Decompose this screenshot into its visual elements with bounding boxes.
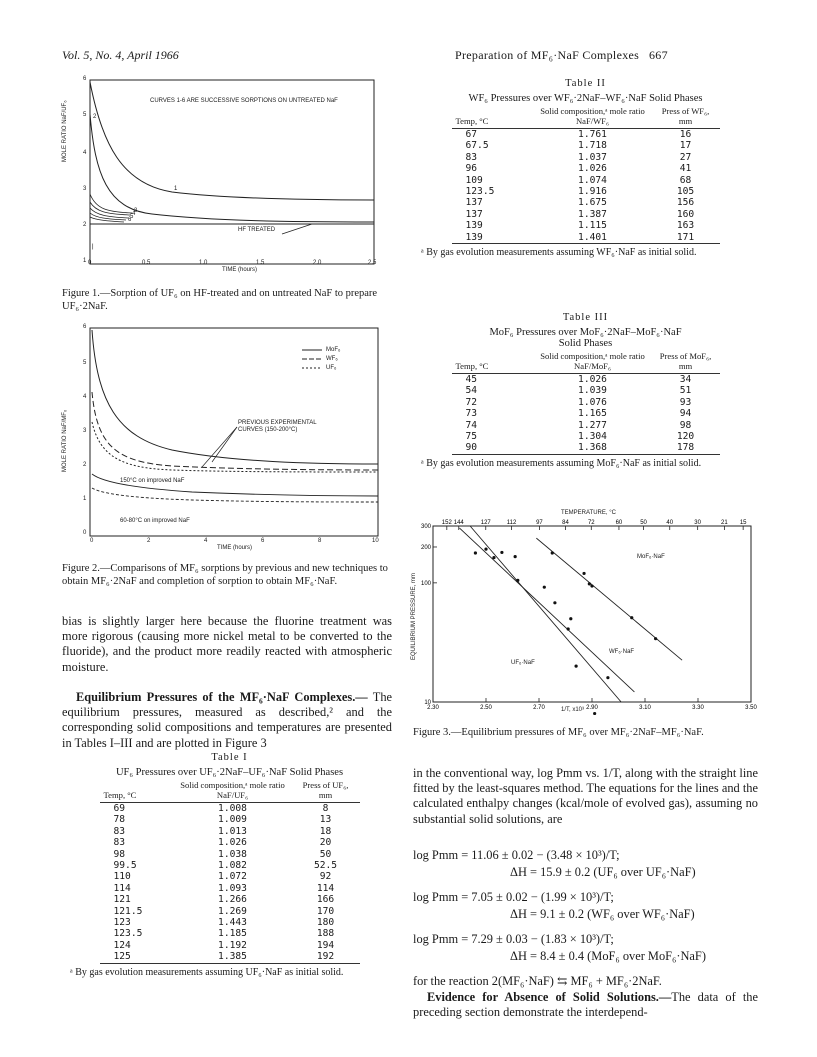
table-2-grid [452, 106, 720, 244]
fig1-ytick-3: 3 [83, 186, 87, 192]
fig1-xtick-5: 2.5 [368, 260, 377, 266]
table-3 [413, 312, 758, 470]
fig1-ytick-5: 5 [83, 112, 87, 118]
composition-cell: 1.026 [578, 374, 607, 385]
temp-cell: 45 [465, 374, 478, 385]
fig3-series-label-uf6: UF₆·NaF [511, 660, 535, 666]
pressure-cell: 192 [292, 951, 360, 963]
data-point [484, 547, 487, 550]
composition-cell: 1.074 [578, 174, 607, 186]
table-row [100, 871, 360, 882]
data-point [575, 665, 578, 668]
data-point [569, 617, 572, 620]
data-point [543, 586, 546, 589]
temp-cell: 72 [465, 396, 478, 408]
composition-cell: 1.115 [578, 220, 607, 232]
composition-cell: 1.039 [578, 385, 607, 397]
fig2-ytick-2: 2 [83, 462, 87, 468]
table-row [100, 906, 360, 917]
temp-cell: 139 [465, 220, 483, 232]
fig2-label-60: 60-80°C on improved NaF [120, 518, 190, 524]
fig1-ytick-4: 4 [83, 150, 87, 156]
table-2-header-temp: Temp, °C [452, 106, 534, 129]
pressure-cell: 34 [679, 374, 692, 385]
fig2-xtick-4: 4 [204, 538, 208, 544]
equation-3a: log Pmm = 7.29 ± 0.03 − (1.83 × 10³)/T; [413, 932, 614, 946]
temp-cell: 83 [465, 151, 478, 163]
table-row [452, 431, 720, 442]
top-tick-label: 21 [721, 520, 728, 526]
fig1-curve-label-2: 2 [93, 114, 97, 120]
table-row [100, 803, 360, 815]
pressure-cell: 16 [679, 129, 692, 140]
data-point [492, 556, 495, 559]
pressure-cell: 94 [679, 408, 692, 420]
table-row [100, 928, 360, 939]
fig2-ytick-5: 5 [83, 360, 87, 366]
table-1-subtitle: UF₆ Pressures over UF₆·2NaF–UF₆·NaF Solid Phases [115, 767, 344, 778]
data-point [606, 676, 609, 679]
table-2-title: Table II [565, 78, 606, 89]
temp-cell: 96 [465, 163, 478, 175]
fig2-xtick-8: 8 [318, 538, 322, 544]
fig1-curve-label-4: 4 [132, 211, 136, 217]
table-row [452, 385, 720, 396]
data-point [593, 712, 596, 715]
composition-cell: 1.165 [578, 408, 607, 420]
temp-cell: 123.5 [113, 928, 143, 940]
figure-3-caption: Figure 3.—Equilibrium pressures of MF₆ over MF₆·2NaF–MF₆·NaF. [413, 727, 704, 738]
composition-cell: 1.076 [578, 396, 607, 408]
temp-cell: 67 [465, 129, 478, 140]
fig2-xtick-10: 10 [372, 538, 379, 544]
temp-cell: 110 [113, 871, 131, 883]
top-tick-label: 72 [587, 520, 595, 526]
x-tick-label: 2.50 [480, 705, 492, 711]
composition-cell: 1.385 [174, 951, 292, 963]
y-tick-label: 200 [420, 544, 431, 551]
equation-1a: log Pmm = 11.06 ± 0.02 − (3.48 × 10³)/T; [413, 848, 620, 862]
table-row [452, 175, 720, 186]
fig2-legend-mof6: MoF₆ [326, 347, 341, 353]
figure-1-ylabel: MOLE RATIO NaF/UF₆ [62, 100, 68, 162]
data-point [474, 551, 477, 554]
fig2-annotation: PREVIOUS EXPERIMENTAL CURVES (150-200°C) [238, 420, 317, 433]
data-point [551, 551, 554, 554]
top-tick-label: 152 [441, 520, 452, 526]
table-2-header-composition: Solid composition,ᵃ mole ratio NaF/WF₆ [534, 106, 652, 129]
table-row [452, 420, 720, 431]
table-row [100, 837, 360, 848]
table-row [452, 442, 720, 454]
data-point [514, 555, 517, 558]
composition-cell: 1.026 [218, 837, 247, 849]
fig1-xtick-0: 0 [88, 260, 92, 266]
equation-2a: log Pmm = 7.05 ± 0.02 − (1.99 × 10³)/T; [413, 890, 614, 904]
pressure-cell: 20 [319, 837, 332, 849]
temp-cell: 109 [465, 174, 483, 186]
table-2-note: ᵃ By gas evolution measurements assuming WF₆·NaF as initial solid. [421, 247, 697, 259]
composition-cell: 1.761 [578, 129, 607, 140]
equation-1b: ΔH = 15.9 ± 0.2 (UF₆ over UF₆·NaF) [510, 865, 696, 879]
composition-cell: 1.277 [578, 419, 607, 431]
pressure-cell: 178 [652, 442, 720, 454]
figure-3-plot [413, 510, 761, 715]
temp-cell: 74 [465, 419, 478, 431]
left-paragraph-1: bias is slightly larger here because the fluorine treatment was more rigorous (causing more nickel metal to be converted to the fluoride), and the product more readily reacted with atmospheric moisture. [62, 614, 392, 674]
data-point [553, 601, 556, 604]
section-heading-equilibrium: Equilibrium Pressures of the MF₆·NaF Complexes.— [76, 690, 368, 704]
composition-cell: 1.675 [578, 197, 607, 209]
pressure-cell: 188 [316, 928, 335, 940]
table-row [452, 374, 720, 386]
figure-1-caption: Figure 1.—Sorption of UF₆ on HF-treated and on untreated NaF to prepare UF₆·2NaF. [62, 288, 378, 312]
temp-cell: 75 [465, 431, 478, 443]
table-row [452, 186, 720, 197]
top-tick-label: 84 [562, 520, 569, 526]
table-2-header-pressure: Press of WF₆, mm [652, 106, 720, 129]
x-tick-label: 2.70 [533, 705, 545, 711]
composition-cell: 1.026 [578, 163, 607, 175]
table-row [100, 883, 360, 894]
running-header-right: Preparation of MF₆·NaF Complexes [455, 48, 640, 62]
pressure-cell: 105 [676, 186, 695, 198]
figure-1 [62, 74, 392, 284]
figure-3-top-label: TEMPERATURE, °C [561, 510, 616, 516]
right-paragraph-3-text: The data of the preceding section demonstrate the interdepend- [413, 990, 758, 1020]
top-tick-label: 112 [506, 520, 517, 526]
pressure-cell: 120 [676, 431, 695, 443]
temp-cell: 69 [113, 803, 126, 814]
table-row [100, 951, 360, 963]
figure-1-hf-label: HF TREATED [238, 227, 276, 233]
x-tick-label: 3.30 [692, 705, 704, 711]
data-point [630, 616, 633, 619]
right-paragraph-3 [413, 990, 758, 1020]
table-2-subtitle: WF₆ Pressures over WF₆·2NaF–WF₆·NaF Solid Phases [468, 93, 703, 104]
composition-cell: 1.387 [578, 208, 607, 220]
composition-cell: 1.269 [218, 905, 247, 917]
pressure-cell: 27 [679, 151, 692, 163]
table-row [452, 408, 720, 419]
fig1-ytick-1: 1 [83, 258, 87, 264]
running-header-left: Vol. 5, No. 4, April 1966 [62, 48, 179, 62]
table-row [452, 220, 720, 231]
fig1-curve-label-1: 1 [174, 186, 178, 192]
pressure-cell: 180 [316, 917, 335, 929]
composition-cell: 1.072 [218, 871, 247, 883]
fig2-ytick-6: 6 [83, 324, 87, 330]
figure-1-xlabel: TIME (hours) [222, 267, 258, 273]
composition-cell: 1.185 [218, 928, 247, 940]
temp-cell: 67.5 [465, 140, 489, 152]
fig2-label-150: 150°C on improved NaF [120, 478, 185, 484]
table-1-grid [100, 780, 360, 964]
composition-cell: 1.082 [218, 860, 247, 872]
temp-cell: 98 [113, 848, 126, 860]
table-row [452, 197, 720, 208]
fit-line-0 [470, 526, 621, 702]
section-heading-solid-solutions: Evidence for Absence of Solid Solutions.— [427, 990, 672, 1004]
fig1-ytick-2: 2 [83, 222, 87, 228]
fit-line-1 [460, 528, 635, 692]
table-1-header-composition: Solid composition,ᵃ mole ratio NaF/UF₆ [174, 780, 292, 803]
fig2-legend-uf6: UF₆ [326, 365, 337, 371]
table-3-title: Table III [562, 312, 609, 323]
pressure-cell: 18 [319, 825, 332, 837]
table-row [452, 232, 720, 244]
temp-cell: 121.5 [113, 905, 143, 917]
fig2-xtick-6: 6 [261, 538, 265, 544]
composition-cell: 1.093 [218, 882, 247, 894]
right-paragraph-2: for the reaction 2(MF₆·NaF) ⇆ MF₆ + MF₆·2NaF. [413, 974, 662, 988]
pressure-cell: 93 [679, 396, 692, 408]
pressure-cell: 171 [652, 232, 720, 244]
top-tick-label: 40 [666, 520, 674, 526]
pressure-cell: 52.5 [313, 860, 338, 872]
data-point [590, 584, 593, 587]
equation-3b: ΔH = 8.4 ± 0.4 (MoF₆ over MoF₆·NaF) [510, 949, 706, 963]
top-tick-label: 144 [453, 520, 464, 526]
svg-text:|: | [92, 244, 94, 250]
fig1-curve-label-5: 5 [130, 214, 134, 220]
top-tick-label: 15 [739, 520, 747, 526]
x-tick-label: 2.90 [586, 705, 598, 711]
fig2-ytick-0: 0 [83, 530, 87, 536]
fig1-curve-label-6: 6 [128, 217, 132, 223]
data-point [654, 637, 657, 640]
pressure-cell: 170 [316, 905, 335, 917]
running-header-title [455, 48, 668, 63]
pressure-cell: 68 [679, 174, 692, 186]
fig1-xtick-3: 1.5 [256, 260, 265, 266]
data-point [567, 627, 570, 630]
fig2-legend-wf6: WF₆ [326, 356, 338, 362]
temp-cell: 90 [452, 442, 534, 454]
composition-cell: 1.266 [218, 894, 247, 906]
y-tick-label: 300 [420, 524, 431, 530]
temp-cell: 137 [465, 208, 483, 220]
fig3-series-label-mof6: MoF₆·NaF [637, 554, 665, 560]
top-tick-label: 60 [615, 520, 623, 526]
y-tick-label: 10 [424, 700, 431, 706]
table-row [100, 826, 360, 837]
temp-cell: 78 [113, 814, 126, 826]
temp-cell: 99.5 [113, 860, 137, 872]
temp-cell: 83 [113, 837, 126, 849]
table-row [452, 140, 720, 151]
table-1 [62, 752, 397, 979]
table-row [452, 152, 720, 163]
temp-cell: 73 [465, 408, 478, 420]
temp-cell: 54 [465, 385, 478, 397]
table-3-subtitle-2: Solid Phases [558, 338, 613, 349]
composition-cell: 1.009 [218, 814, 247, 826]
composition-cell: 1.038 [218, 848, 247, 860]
temp-cell: 123.5 [465, 186, 495, 198]
composition-cell: 1.008 [218, 803, 247, 814]
data-point [582, 572, 585, 575]
table-1-header-pressure: Press of UF₆, mm [292, 780, 360, 803]
table-row [452, 129, 720, 141]
composition-cell: 1.037 [578, 151, 607, 163]
temp-cell: 125 [100, 951, 174, 963]
pressure-cell: 92 [319, 871, 332, 883]
composition-cell: 1.013 [218, 825, 247, 837]
table-1-note: ᵃ By gas evolution measurements assuming UF₆·NaF as initial solid. [70, 966, 344, 978]
data-point [588, 582, 591, 585]
fig2-xtick-2: 2 [147, 538, 151, 544]
table-1-title: Table I [211, 752, 248, 763]
pressure-cell: 114 [316, 882, 335, 894]
table-row [100, 917, 360, 928]
composition-cell: 1.368 [534, 442, 652, 454]
temp-cell: 121 [113, 894, 131, 906]
top-tick-label: 97 [536, 520, 543, 526]
top-tick-label: 30 [694, 520, 701, 526]
figure-1-annotation: CURVES 1-6 ARE SUCCESSIVE SORPTIONS ON UNTREATED NaF [150, 98, 338, 104]
fig1-xtick-2: 1.0 [199, 260, 208, 266]
table-row [452, 397, 720, 408]
pressure-cell: 98 [679, 419, 692, 431]
temp-cell: 123 [113, 917, 131, 929]
fig1-ytick-6: 6 [83, 76, 87, 82]
x-tick-label: 3.10 [639, 705, 651, 711]
fig1-curve-label-3: 3 [134, 208, 138, 214]
pressure-cell: 166 [316, 894, 335, 906]
table-1-header-temp: Temp, °C [100, 780, 174, 803]
top-tick-label: 127 [480, 520, 491, 526]
table-row [452, 209, 720, 220]
figure-2 [62, 322, 392, 554]
pressure-cell: 194 [316, 939, 335, 951]
table-3-header-temp: Temp, °C [452, 351, 534, 374]
figure-2-ylabel: MOLE RATIO NaF/MF₆ [62, 409, 68, 472]
table-row [100, 814, 360, 825]
pressure-cell: 51 [679, 385, 692, 397]
composition-cell: 1.916 [578, 186, 607, 198]
right-paragraph-1: in the conventional way, log Pmm vs. 1/T, along with the straight line fitted by the least-squares method. The equations for the lines and the calculated enthalpy changes (kcal/mole of evolved gas), assuming no substantial solid solutions, are [413, 766, 758, 826]
composition-cell: 1.192 [218, 939, 247, 951]
figure-3 [413, 510, 761, 715]
pressure-cell: 41 [679, 163, 692, 175]
table-row [100, 894, 360, 905]
left-paragraph-2 [62, 690, 392, 751]
left-paragraph-2-text: The equilibrium pressures, measured as described,² and the corresponding solid compositions and temperatures are presented in Tables I–III and are plotted in Figure 3 [62, 690, 393, 750]
pressure-cell: 8 [322, 803, 329, 814]
pressure-cell: 13 [319, 814, 332, 826]
pressure-cell: 163 [676, 220, 695, 232]
fig2-ytick-4: 4 [83, 394, 87, 400]
figure-3-xlabel: 1/T, x10³ [561, 707, 585, 713]
table-3-note: ᵃ By gas evolution measurements assuming MoF₆·NaF as initial solid. [421, 457, 702, 469]
table-row [100, 860, 360, 871]
pressure-cell: 160 [676, 208, 695, 220]
fig3-series-label-wf6: WF₆·NaF [609, 649, 635, 655]
fig1-xtick-1: 0.5 [142, 260, 151, 266]
table-3-header-composition: Solid composition,ᵃ mole ratio NaF/MoF₆ [534, 351, 652, 374]
temp-cell: 124 [113, 939, 131, 951]
temp-cell: 137 [465, 197, 483, 209]
table-row [100, 940, 360, 951]
composition-cell: 1.304 [578, 431, 607, 443]
fig2-xtick-0: 0 [90, 538, 94, 544]
pressure-cell: 50 [319, 848, 332, 860]
equation-2b: ΔH = 9.1 ± 0.2 (WF₆ over WF₆·NaF) [510, 907, 695, 921]
x-tick-label: 3.50 [745, 705, 757, 711]
figure-2-xlabel: TIME (hours) [217, 545, 253, 551]
data-point [516, 579, 519, 582]
composition-cell: 1.443 [218, 917, 247, 929]
pressure-cell: 17 [679, 140, 692, 152]
figure-3-ylabel: EQUILIBRIUM PRESSURE, mm [411, 572, 417, 660]
table-2 [413, 78, 758, 259]
fig1-xtick-4: 2.0 [313, 260, 322, 266]
fig2-ytick-1: 1 [83, 496, 87, 502]
composition-cell: 1.718 [578, 140, 607, 152]
temp-cell: 83 [113, 825, 126, 837]
table-row [452, 163, 720, 174]
composition-cell: 1.401 [534, 232, 652, 244]
temp-cell: 114 [113, 882, 131, 894]
y-tick-label: 100 [420, 580, 431, 587]
page-number: 667 [649, 48, 668, 62]
table-3-header-pressure: Press of MoF₆, mm [652, 351, 720, 374]
table-3-subtitle-1: MoF₆ Pressures over MoF₆·2NaF–MoF₆·NaF [489, 327, 682, 338]
temp-cell: 139 [452, 232, 534, 244]
top-tick-label: 50 [640, 520, 647, 526]
table-3-grid [452, 351, 720, 455]
table-row [100, 849, 360, 860]
data-point [500, 551, 503, 554]
figure-2-caption: Figure 2.—Comparisons of MF₆ sorptions by previous and new techniques to obtain MF₆·2NaF and completion of sorption to obtain MF₆·NaF. [62, 563, 388, 587]
pressure-cell: 156 [676, 197, 695, 209]
fig2-ytick-3: 3 [83, 428, 87, 434]
x-tick-label: 2.30 [427, 705, 439, 711]
